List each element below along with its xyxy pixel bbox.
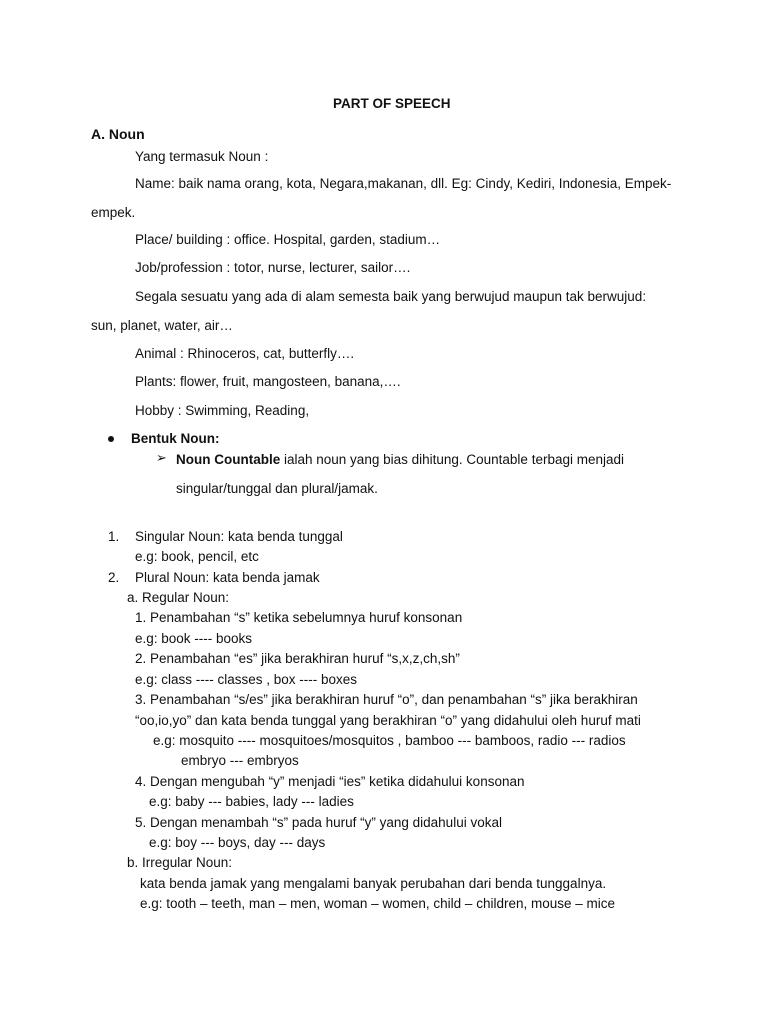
section-heading-noun: A. Noun (91, 126, 145, 142)
list-number-1: 1. (108, 529, 120, 544)
noun-plants: Plants: flower, fruit, mangosteen, banana,…. (135, 374, 401, 389)
rule-3-line1: 3. Penambahan “s/es” jika berakhiran huruf “o”, dan penambahan “s” jika berakhiran (135, 692, 638, 707)
rule-3-line2: “oo,io,yo” dan kata benda tunggal yang berakhiran “o” yang didahului oleh huruf mati (135, 713, 641, 728)
noun-name-line2: empek. (91, 205, 136, 220)
arrow-bullet-icon: ➢ (156, 450, 167, 465)
noun-countable-term: Noun Countable (176, 452, 281, 467)
singular-noun: Singular Noun: kata benda tunggal (135, 529, 343, 544)
singular-noun-example: e.g: book, pencil, etc (135, 549, 259, 564)
regular-noun-heading: a. Regular Noun: (127, 590, 230, 605)
rule-2: 2. Penambahan “es” jika berakhiran huruf “s,x,z,ch,sh” (135, 651, 460, 666)
bullet-icon (108, 436, 114, 442)
noun-job: Job/profession : totor, nurse, lecturer, sailor…. (135, 260, 411, 275)
rule-5: 5. Dengan menambah “s” pada huruf “y” yang didahului vokal (135, 815, 502, 830)
plural-noun: Plural Noun: kata benda jamak (135, 570, 320, 585)
noun-universe-line1: Segala sesuatu yang ada di alam semesta baik yang berwujud maupun tak berwujud: (135, 289, 647, 304)
rule-4-example: e.g: baby --- babies, lady --- ladies (149, 794, 354, 809)
page-title: PART OF SPEECH (333, 96, 451, 111)
bentuk-noun-label: Bentuk Noun: (131, 431, 220, 446)
noun-universe-line2: sun, planet, water, air… (91, 318, 233, 333)
noun-countable-line2: singular/tunggal dan plural/jamak. (176, 481, 378, 496)
rule-1-example: e.g: book ---- books (135, 631, 253, 646)
rule-4: 4. Dengan mengubah “y” menjadi “ies” ketika didahului konsonan (135, 774, 525, 789)
noun-countable-line1 (176, 451, 624, 469)
rule-3-example-line2: embryo --- embryos (181, 753, 299, 768)
irregular-noun-example: e.g: tooth – teeth, man – men, woman – women, child – children, mouse – mice (140, 896, 615, 911)
list-number-2: 2. (108, 570, 120, 585)
rule-2-example: e.g: class ---- classes , box ---- boxes (135, 672, 358, 687)
irregular-noun-heading: b. Irregular Noun: (127, 855, 233, 870)
rule-5-example: e.g: boy --- boys, day --- days (149, 835, 326, 850)
noun-intro: Yang termasuk Noun : (135, 149, 269, 164)
noun-hobby: Hobby : Swimming, Reading, (135, 403, 310, 418)
noun-countable-definition: ialah noun yang bias dihitung. Countable terbagi menjadi (280, 452, 624, 467)
noun-name-line1: Name: baik nama orang, kota, Negara,makanan, dll. Eg: Cindy, Kediri, Indonesia, Empek- (135, 176, 672, 191)
noun-animal: Animal : Rhinoceros, cat, butterfly…. (135, 346, 355, 361)
rule-1: 1. Penambahan “s” ketika sebelumnya huruf konsonan (135, 610, 463, 625)
rule-3-example-line1: e.g: mosquito ---- mosquitoes/mosquitos , bamboo --- bamboos, radio --- radios (153, 733, 626, 748)
noun-place: Place/ building : office. Hospital, garden, stadium… (135, 232, 441, 247)
irregular-noun-description: kata benda jamak yang mengalami banyak perubahan dari benda tunggalnya. (140, 876, 607, 891)
